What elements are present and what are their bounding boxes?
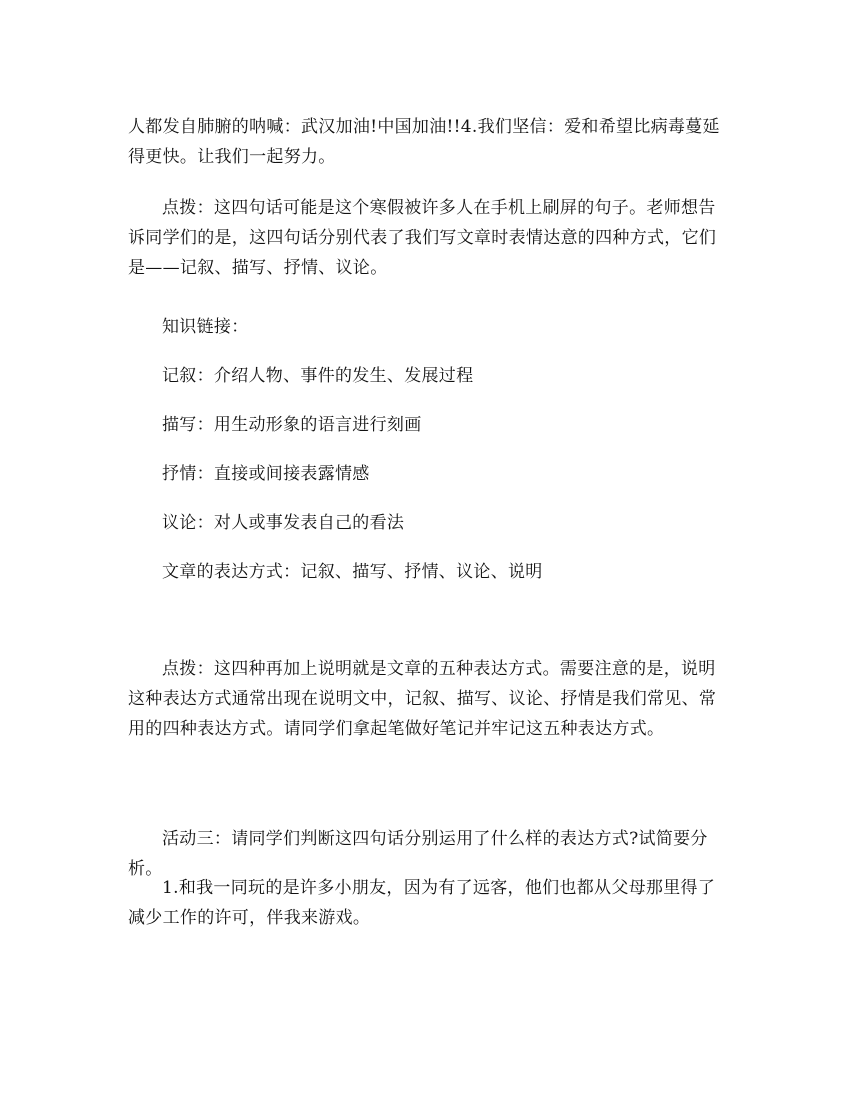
paragraph-narration: 记叙：介绍人物、事件的发生、发展过程 (162, 366, 474, 386)
paragraph-activity-3: 活动三：请同学们判断这四句话分别运用了什么样的表达方式?试简要分析。 (128, 829, 708, 879)
paragraph-hint-1: 点拨：这四句话可能是这个寒假被许多人在手机上刷屏的句子。老师想告诉同学们的是，这四句话分别代表了我们写文章时表情达意的四种方式，它们是——记叙、描写、抒情、议论。 (128, 198, 717, 278)
paragraph-knowledge-link: 知识链接： (162, 317, 249, 337)
paragraph-argument: 议论：对人或事发表自己的看法 (162, 513, 405, 533)
paragraph-continuation: 人都发自肺腑的呐喊：武汉加油!中国加油!!4.我们坚信：爱和希望比病毒蔓延得更快。让我们一起努力。 (128, 117, 720, 167)
paragraph-hint-2: 点拨：这四种再加上说明就是文章的五种表达方式。需要注意的是，说明这种表达方式通常出现在说明文中，记叙、描写、议论、抒情是我们常见、常用的四种表达方式。请同学们拿起笔做好笔记并牢记这五种表达方式。 (128, 659, 717, 739)
paragraph-lyricism: 抒情：直接或间接表露情感 (162, 464, 370, 484)
paragraph-sentence-1: 1.和我一同玩的是许多小朋友，因为有了远客，他们也都从父母那里得了减少工作的许可，伴我来游戏。 (128, 878, 716, 928)
paragraph-description: 描写：用生动形象的语言进行刻画 (162, 415, 422, 435)
paragraph-expression-modes: 文章的表达方式：记叙、描写、抒情、议论、说明 (162, 562, 543, 582)
